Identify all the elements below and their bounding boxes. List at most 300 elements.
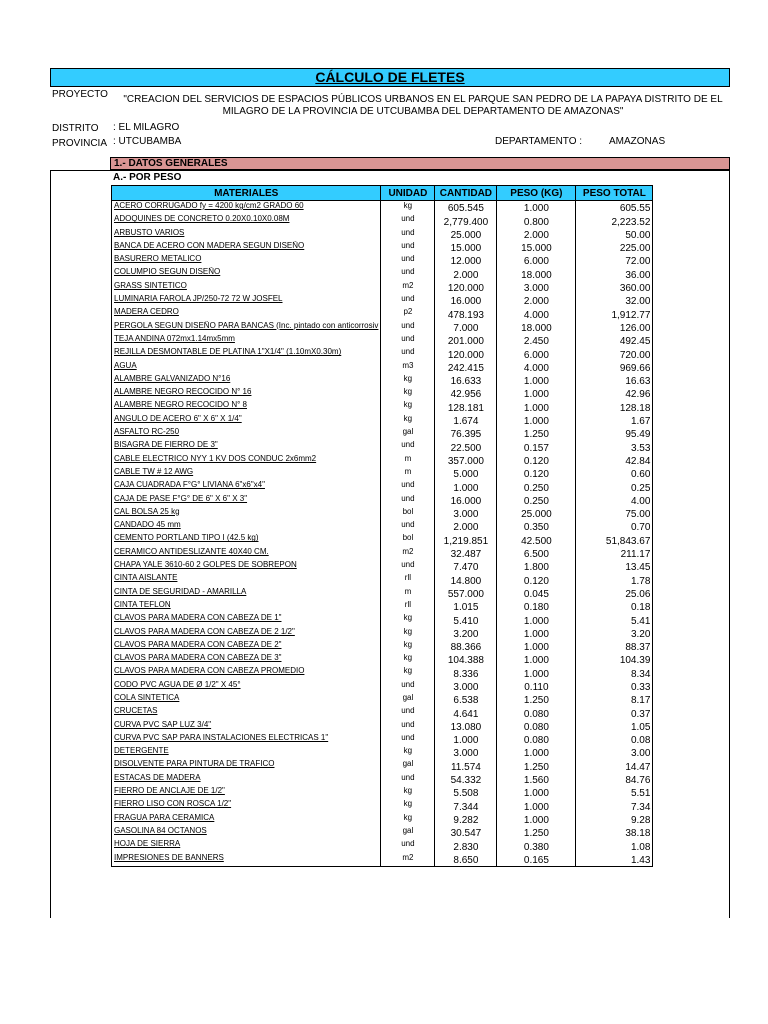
table-row bbox=[112, 321, 653, 334]
total-weight-cell: 1.08 bbox=[576, 839, 653, 852]
table-row bbox=[112, 627, 653, 640]
weight-cell: 4.000 bbox=[497, 307, 576, 320]
material-name: HOJA DE SIERRA bbox=[112, 839, 381, 852]
quantity-cell: 13.080 bbox=[435, 720, 497, 733]
total-weight-cell: 16.63 bbox=[576, 374, 653, 387]
quantity-cell: 1.000 bbox=[435, 733, 497, 746]
material-name: CAL BOLSA 25 kg bbox=[112, 507, 381, 520]
quantity-cell: 2.000 bbox=[435, 267, 497, 280]
material-name: ESTACAS DE MADERA bbox=[112, 773, 381, 786]
col-header-cantidad: CANTIDAD bbox=[435, 186, 497, 201]
total-weight-cell: 72.00 bbox=[576, 254, 653, 267]
total-weight-cell: 3.53 bbox=[576, 440, 653, 453]
unit-cell: kg bbox=[381, 746, 435, 759]
material-name: CLAVOS PARA MADERA CON CABEZA DE 2" bbox=[112, 640, 381, 653]
unit-cell: kg bbox=[381, 613, 435, 626]
quantity-cell: 7.470 bbox=[435, 560, 497, 573]
quantity-cell: 5.508 bbox=[435, 786, 497, 799]
weight-cell: 1.250 bbox=[497, 693, 576, 706]
quantity-cell: 2.830 bbox=[435, 839, 497, 852]
table-row bbox=[112, 666, 653, 679]
quantity-cell: 16.633 bbox=[435, 374, 497, 387]
table-row bbox=[112, 507, 653, 520]
weight-cell: 0.800 bbox=[497, 214, 576, 227]
weight-cell: 1.000 bbox=[497, 387, 576, 400]
total-weight-cell: 720.00 bbox=[576, 347, 653, 360]
material-name: DISOLVENTE PARA PINTURA DE TRAFICO bbox=[112, 759, 381, 772]
unit-cell: und bbox=[381, 241, 435, 254]
material-name: CURVA PVC SAP PARA INSTALACIONES ELECTRICAS 1" bbox=[112, 733, 381, 746]
subsection-title: A.- POR PESO bbox=[113, 172, 182, 183]
weight-cell: 2.000 bbox=[497, 228, 576, 241]
quantity-cell: 5.410 bbox=[435, 613, 497, 626]
table-row bbox=[112, 573, 653, 586]
material-name: ACERO CORRUGADO fy = 4200 kg/cm2 GRADO 60 bbox=[112, 201, 381, 215]
weight-cell: 1.000 bbox=[497, 414, 576, 427]
total-weight-cell: 38.18 bbox=[576, 826, 653, 839]
quantity-cell: 478.193 bbox=[435, 307, 497, 320]
weight-cell: 0.120 bbox=[497, 454, 576, 467]
quantity-cell: 42.956 bbox=[435, 387, 497, 400]
total-weight-cell: 1.43 bbox=[576, 853, 653, 867]
table-row bbox=[112, 520, 653, 533]
quantity-cell: 32.487 bbox=[435, 547, 497, 560]
weight-cell: 1.000 bbox=[497, 813, 576, 826]
quantity-cell: 16.000 bbox=[435, 494, 497, 507]
material-name: BASURERO METALICO bbox=[112, 254, 381, 267]
quantity-cell: 6.538 bbox=[435, 693, 497, 706]
weight-cell: 0.120 bbox=[497, 467, 576, 480]
table-row bbox=[112, 228, 653, 241]
table-row bbox=[112, 427, 653, 440]
weight-cell: 2.450 bbox=[497, 334, 576, 347]
total-weight-cell: 14.47 bbox=[576, 759, 653, 772]
table-row bbox=[112, 294, 653, 307]
table-row bbox=[112, 799, 653, 812]
table-row bbox=[112, 201, 653, 215]
total-weight-cell: 1.78 bbox=[576, 573, 653, 586]
table-row bbox=[112, 587, 653, 600]
material-name: ALAMBRE NEGRO RECOCIDO N° 8 bbox=[112, 400, 381, 413]
total-weight-cell: 0.70 bbox=[576, 520, 653, 533]
quantity-cell: 22.500 bbox=[435, 440, 497, 453]
material-name: CABLE TW # 12 AWG bbox=[112, 467, 381, 480]
unit-cell: gal bbox=[381, 759, 435, 772]
table-row bbox=[112, 374, 653, 387]
materials-table bbox=[111, 185, 653, 867]
table-row bbox=[112, 334, 653, 347]
material-name: CEMENTO PORTLAND TIPO I (42.5 kg) bbox=[112, 533, 381, 546]
unit-cell: m bbox=[381, 467, 435, 480]
quantity-cell: 557.000 bbox=[435, 587, 497, 600]
unit-cell: kg bbox=[381, 387, 435, 400]
table-row bbox=[112, 560, 653, 573]
col-header-peso-total: PESO TOTAL bbox=[576, 186, 653, 201]
quantity-cell: 4.641 bbox=[435, 706, 497, 719]
table-row bbox=[112, 254, 653, 267]
unit-cell: gal bbox=[381, 693, 435, 706]
col-header-materiales: MATERIALES bbox=[112, 186, 381, 201]
material-name: GRASS SINTETICO bbox=[112, 281, 381, 294]
material-name: GASOLINA 84 OCTANOS bbox=[112, 826, 381, 839]
weight-cell: 3.000 bbox=[497, 281, 576, 294]
total-weight-cell: 0.18 bbox=[576, 600, 653, 613]
weight-cell: 0.350 bbox=[497, 520, 576, 533]
material-name: ALAMBRE NEGRO RECOCIDO N° 16 bbox=[112, 387, 381, 400]
unit-cell: kg bbox=[381, 414, 435, 427]
material-name: CURVA PVC SAP LUZ 3/4" bbox=[112, 720, 381, 733]
departamento-value: AMAZONAS bbox=[609, 136, 666, 147]
table-row bbox=[112, 693, 653, 706]
quantity-cell: 1.674 bbox=[435, 414, 497, 427]
material-name: IMPRESIONES DE BANNERS bbox=[112, 853, 381, 867]
unit-cell: und bbox=[381, 228, 435, 241]
weight-cell: 0.157 bbox=[497, 440, 576, 453]
material-name: CINTA AISLANTE bbox=[112, 573, 381, 586]
quantity-cell: 8.336 bbox=[435, 666, 497, 679]
quantity-cell: 14.800 bbox=[435, 573, 497, 586]
quantity-cell: 3.200 bbox=[435, 627, 497, 640]
material-name: CLAVOS PARA MADERA CON CABEZA DE 1" bbox=[112, 613, 381, 626]
total-weight-cell: 605.55 bbox=[576, 201, 653, 215]
material-name: MADERA CEDRO bbox=[112, 307, 381, 320]
material-name: CINTA TEFLON bbox=[112, 600, 381, 613]
unit-cell: und bbox=[381, 294, 435, 307]
weight-cell: 1.000 bbox=[497, 746, 576, 759]
material-name: FRAGUA PARA CERAMICA bbox=[112, 813, 381, 826]
departamento-label: DEPARTAMENTO : bbox=[495, 136, 583, 147]
table-row bbox=[112, 613, 653, 626]
weight-cell: 0.250 bbox=[497, 480, 576, 493]
unit-cell: kg bbox=[381, 666, 435, 679]
material-name: AGUA bbox=[112, 361, 381, 374]
quantity-cell: 1.000 bbox=[435, 480, 497, 493]
material-name: ANGULO DE ACERO 6" X 6" X 1/4" bbox=[112, 414, 381, 427]
unit-cell: kg bbox=[381, 813, 435, 826]
quantity-cell: 605.545 bbox=[435, 201, 497, 215]
total-weight-cell: 0.25 bbox=[576, 480, 653, 493]
weight-cell: 4.000 bbox=[497, 361, 576, 374]
quantity-cell: 120.000 bbox=[435, 281, 497, 294]
total-weight-cell: 0.37 bbox=[576, 706, 653, 719]
weight-cell: 2.000 bbox=[497, 294, 576, 307]
table-row bbox=[112, 600, 653, 613]
table-row bbox=[112, 853, 653, 867]
quantity-cell: 2.000 bbox=[435, 520, 497, 533]
unit-cell: und bbox=[381, 494, 435, 507]
material-name: REJILLA DESMONTABLE DE PLATINA 1"X1/4" (1.10mX0.30m) bbox=[112, 347, 381, 360]
weight-cell: 1.000 bbox=[497, 799, 576, 812]
material-name: CHAPA YALE 3610-60 2 GOLPES DE SOBREPON bbox=[112, 560, 381, 573]
total-weight-cell: 0.60 bbox=[576, 467, 653, 480]
quantity-cell: 30.547 bbox=[435, 826, 497, 839]
total-weight-cell: 88.37 bbox=[576, 640, 653, 653]
quantity-cell: 7.000 bbox=[435, 321, 497, 334]
unit-cell: bol bbox=[381, 507, 435, 520]
material-name: CINTA DE SEGURIDAD - AMARILLA bbox=[112, 587, 381, 600]
material-name: CERAMICO ANTIDESLIZANTE 40X40 CM. bbox=[112, 547, 381, 560]
total-weight-cell: 4.00 bbox=[576, 494, 653, 507]
provincia-label: PROVINCIA bbox=[52, 138, 108, 149]
total-weight-cell: 3.20 bbox=[576, 627, 653, 640]
material-name: ADOQUINES DE CONCRETO 0.20X0.10X0.08M bbox=[112, 214, 381, 227]
total-weight-cell: 75.00 bbox=[576, 507, 653, 520]
quantity-cell: 2,779.400 bbox=[435, 214, 497, 227]
weight-cell: 18.000 bbox=[497, 267, 576, 280]
total-weight-cell: 42.96 bbox=[576, 387, 653, 400]
total-weight-cell: 3.00 bbox=[576, 746, 653, 759]
page-title: CÁLCULO DE FLETES bbox=[50, 68, 730, 87]
proyecto-text: "CREACION DEL SERVICIOS DE ESPACIOS PÚBLICOS URBANOS EN EL PARQUE SAN PEDRO DE LA PAPAYA DISTRITO DE EL MILAGRO DE LA PROVINCIA DE UTCUBAMBA DEL DEPARTAMENTO DE AMAZONAS" bbox=[123, 94, 723, 117]
table-row bbox=[112, 786, 653, 799]
unit-cell: kg bbox=[381, 400, 435, 413]
frame-top-border bbox=[50, 170, 730, 171]
total-weight-cell: 1.05 bbox=[576, 720, 653, 733]
col-header-peso: PESO (KG) bbox=[497, 186, 576, 201]
material-name: COLUMPIO SEGUN DISEÑO bbox=[112, 267, 381, 280]
total-weight-cell: 104.39 bbox=[576, 653, 653, 666]
unit-cell: m2 bbox=[381, 547, 435, 560]
unit-cell: p2 bbox=[381, 307, 435, 320]
material-name: CODO PVC AGUA DE Ø 1/2" X 45° bbox=[112, 680, 381, 693]
frame-right-border bbox=[729, 170, 730, 918]
quantity-cell: 3.000 bbox=[435, 507, 497, 520]
material-name: FIERRO LISO CON ROSCA 1/2" bbox=[112, 799, 381, 812]
frame-left-border bbox=[50, 170, 51, 918]
material-name: ARBUSTO VARIOS bbox=[112, 228, 381, 241]
quantity-cell: 11.574 bbox=[435, 759, 497, 772]
quantity-cell: 104.388 bbox=[435, 653, 497, 666]
table-row bbox=[112, 813, 653, 826]
unit-cell: und bbox=[381, 334, 435, 347]
unit-cell: und bbox=[381, 520, 435, 533]
table-row bbox=[112, 387, 653, 400]
unit-cell: und bbox=[381, 267, 435, 280]
total-weight-cell: 360.00 bbox=[576, 281, 653, 294]
total-weight-cell: 225.00 bbox=[576, 241, 653, 254]
quantity-cell: 88.366 bbox=[435, 640, 497, 653]
quantity-cell: 357.000 bbox=[435, 454, 497, 467]
weight-cell: 1.000 bbox=[497, 666, 576, 679]
quantity-cell: 3.000 bbox=[435, 746, 497, 759]
provincia-value: : UTCUBAMBA bbox=[113, 136, 182, 147]
unit-cell: kg bbox=[381, 640, 435, 653]
material-name: ASFALTO RC-250 bbox=[112, 427, 381, 440]
unit-cell: m2 bbox=[381, 853, 435, 867]
quantity-cell: 1,219.851 bbox=[435, 533, 497, 546]
unit-cell: gal bbox=[381, 427, 435, 440]
weight-cell: 0.110 bbox=[497, 680, 576, 693]
table-row bbox=[112, 653, 653, 666]
total-weight-cell: 2,223.52 bbox=[576, 214, 653, 227]
material-name: DETERGENTE bbox=[112, 746, 381, 759]
total-weight-cell: 0.08 bbox=[576, 733, 653, 746]
material-name: LUMINARIA FAROLA JP/250-72 72 W JOSFEL bbox=[112, 294, 381, 307]
unit-cell: rll bbox=[381, 600, 435, 613]
table-row bbox=[112, 680, 653, 693]
unit-cell: m2 bbox=[381, 281, 435, 294]
material-name: CANDADO 45 mm bbox=[112, 520, 381, 533]
unit-cell: und bbox=[381, 839, 435, 852]
proyecto-label: PROYECTO bbox=[52, 89, 108, 100]
material-name: TEJA ANDINA 072mx1.14mx5mm bbox=[112, 334, 381, 347]
table-row bbox=[112, 746, 653, 759]
unit-cell: m bbox=[381, 454, 435, 467]
unit-cell: und bbox=[381, 680, 435, 693]
total-weight-cell: 7.34 bbox=[576, 799, 653, 812]
table-row bbox=[112, 267, 653, 280]
distrito-value: : EL MILAGRO bbox=[113, 122, 180, 133]
quantity-cell: 1.015 bbox=[435, 600, 497, 613]
material-name: COLA SINTETICA bbox=[112, 693, 381, 706]
total-weight-cell: 492.45 bbox=[576, 334, 653, 347]
total-weight-cell: 42.84 bbox=[576, 454, 653, 467]
table-row bbox=[112, 467, 653, 480]
weight-cell: 1.000 bbox=[497, 613, 576, 626]
quantity-cell: 201.000 bbox=[435, 334, 497, 347]
unit-cell: bol bbox=[381, 533, 435, 546]
weight-cell: 18.000 bbox=[497, 321, 576, 334]
table-row bbox=[112, 414, 653, 427]
distrito-label: DISTRITO bbox=[52, 123, 99, 134]
weight-cell: 1.000 bbox=[497, 400, 576, 413]
total-weight-cell: 126.00 bbox=[576, 321, 653, 334]
quantity-cell: 15.000 bbox=[435, 241, 497, 254]
weight-cell: 0.045 bbox=[497, 587, 576, 600]
unit-cell: und bbox=[381, 347, 435, 360]
unit-cell: kg bbox=[381, 374, 435, 387]
total-weight-cell: 51,843.67 bbox=[576, 533, 653, 546]
unit-cell: und bbox=[381, 214, 435, 227]
material-name: BANCA DE ACERO CON MADERA SEGUN DISEÑO bbox=[112, 241, 381, 254]
material-name: PERGOLA SEGUN DISEÑO PARA BANCAS (Inc. pintado con anticorrosiv bbox=[112, 321, 381, 334]
material-name: ALAMBRE GALVANIZADO N°16 bbox=[112, 374, 381, 387]
quantity-cell: 54.332 bbox=[435, 773, 497, 786]
weight-cell: 25.000 bbox=[497, 507, 576, 520]
total-weight-cell: 8.17 bbox=[576, 693, 653, 706]
material-name: CLAVOS PARA MADERA CON CABEZA DE 3" bbox=[112, 653, 381, 666]
total-weight-cell: 5.51 bbox=[576, 786, 653, 799]
table-row bbox=[112, 347, 653, 360]
table-row bbox=[112, 400, 653, 413]
weight-cell: 6.000 bbox=[497, 254, 576, 267]
quantity-cell: 25.000 bbox=[435, 228, 497, 241]
weight-cell: 1.000 bbox=[497, 786, 576, 799]
table-row bbox=[112, 494, 653, 507]
quantity-cell: 9.282 bbox=[435, 813, 497, 826]
material-name: CLAVOS PARA MADERA CON CABEZA PROMEDIO bbox=[112, 666, 381, 679]
weight-cell: 1.560 bbox=[497, 773, 576, 786]
unit-cell: kg bbox=[381, 786, 435, 799]
material-name: CRUCETAS bbox=[112, 706, 381, 719]
total-weight-cell: 0.33 bbox=[576, 680, 653, 693]
unit-cell: gal bbox=[381, 826, 435, 839]
table-row bbox=[112, 307, 653, 320]
total-weight-cell: 969.66 bbox=[576, 361, 653, 374]
table-row bbox=[112, 281, 653, 294]
material-name: CAJA DE PASE F°G° DE 6" X 6" X 3" bbox=[112, 494, 381, 507]
weight-cell: 1.000 bbox=[497, 374, 576, 387]
table-row bbox=[112, 759, 653, 772]
weight-cell: 1.000 bbox=[497, 201, 576, 215]
total-weight-cell: 5.41 bbox=[576, 613, 653, 626]
table-row bbox=[112, 640, 653, 653]
unit-cell: und bbox=[381, 560, 435, 573]
quantity-cell: 76.395 bbox=[435, 427, 497, 440]
section-header: 1.- DATOS GENERALES bbox=[110, 157, 730, 170]
quantity-cell: 128.181 bbox=[435, 400, 497, 413]
quantity-cell: 12.000 bbox=[435, 254, 497, 267]
quantity-cell: 7.344 bbox=[435, 799, 497, 812]
table-row bbox=[112, 826, 653, 839]
unit-cell: m bbox=[381, 587, 435, 600]
quantity-cell: 120.000 bbox=[435, 347, 497, 360]
quantity-cell: 8.650 bbox=[435, 853, 497, 867]
unit-cell: und bbox=[381, 706, 435, 719]
total-weight-cell: 36.00 bbox=[576, 267, 653, 280]
table-header-row bbox=[112, 186, 653, 201]
unit-cell: m3 bbox=[381, 361, 435, 374]
unit-cell: und bbox=[381, 480, 435, 493]
quantity-cell: 242.415 bbox=[435, 361, 497, 374]
material-name: CAJA CUADRADA F°G° LIVIANA 6"x6"x4" bbox=[112, 480, 381, 493]
table-row bbox=[112, 706, 653, 719]
total-weight-cell: 9.28 bbox=[576, 813, 653, 826]
weight-cell: 1.250 bbox=[497, 759, 576, 772]
total-weight-cell: 95.49 bbox=[576, 427, 653, 440]
quantity-cell: 3.000 bbox=[435, 680, 497, 693]
table-row bbox=[112, 361, 653, 374]
total-weight-cell: 84.76 bbox=[576, 773, 653, 786]
table-row bbox=[112, 733, 653, 746]
unit-cell: und bbox=[381, 733, 435, 746]
material-name: CLAVOS PARA MADERA CON CABEZA DE 2 1/2" bbox=[112, 627, 381, 640]
weight-cell: 0.080 bbox=[497, 720, 576, 733]
unit-cell: kg bbox=[381, 653, 435, 666]
weight-cell: 42.500 bbox=[497, 533, 576, 546]
weight-cell: 1.250 bbox=[497, 427, 576, 440]
unit-cell: kg bbox=[381, 201, 435, 215]
weight-cell: 0.250 bbox=[497, 494, 576, 507]
weight-cell: 0.080 bbox=[497, 706, 576, 719]
total-weight-cell: 32.00 bbox=[576, 294, 653, 307]
total-weight-cell: 25.06 bbox=[576, 587, 653, 600]
unit-cell: kg bbox=[381, 627, 435, 640]
table-row bbox=[112, 839, 653, 852]
table-row bbox=[112, 547, 653, 560]
table-row bbox=[112, 480, 653, 493]
total-weight-cell: 13.45 bbox=[576, 560, 653, 573]
weight-cell: 1.800 bbox=[497, 560, 576, 573]
weight-cell: 0.080 bbox=[497, 733, 576, 746]
weight-cell: 1.000 bbox=[497, 640, 576, 653]
table-row bbox=[112, 454, 653, 467]
material-name: CABLE ELECTRICO NYY 1 KV DOS CONDUC 2x6mm2 bbox=[112, 454, 381, 467]
quantity-cell: 5.000 bbox=[435, 467, 497, 480]
total-weight-cell: 211.17 bbox=[576, 547, 653, 560]
table-row bbox=[112, 720, 653, 733]
total-weight-cell: 1,912.77 bbox=[576, 307, 653, 320]
table-row bbox=[112, 773, 653, 786]
weight-cell: 0.380 bbox=[497, 839, 576, 852]
total-weight-cell: 8.34 bbox=[576, 666, 653, 679]
table-row bbox=[112, 214, 653, 227]
weight-cell: 1.000 bbox=[497, 653, 576, 666]
unit-cell: und bbox=[381, 720, 435, 733]
weight-cell: 6.500 bbox=[497, 547, 576, 560]
total-weight-cell: 50.00 bbox=[576, 228, 653, 241]
table-row bbox=[112, 241, 653, 254]
